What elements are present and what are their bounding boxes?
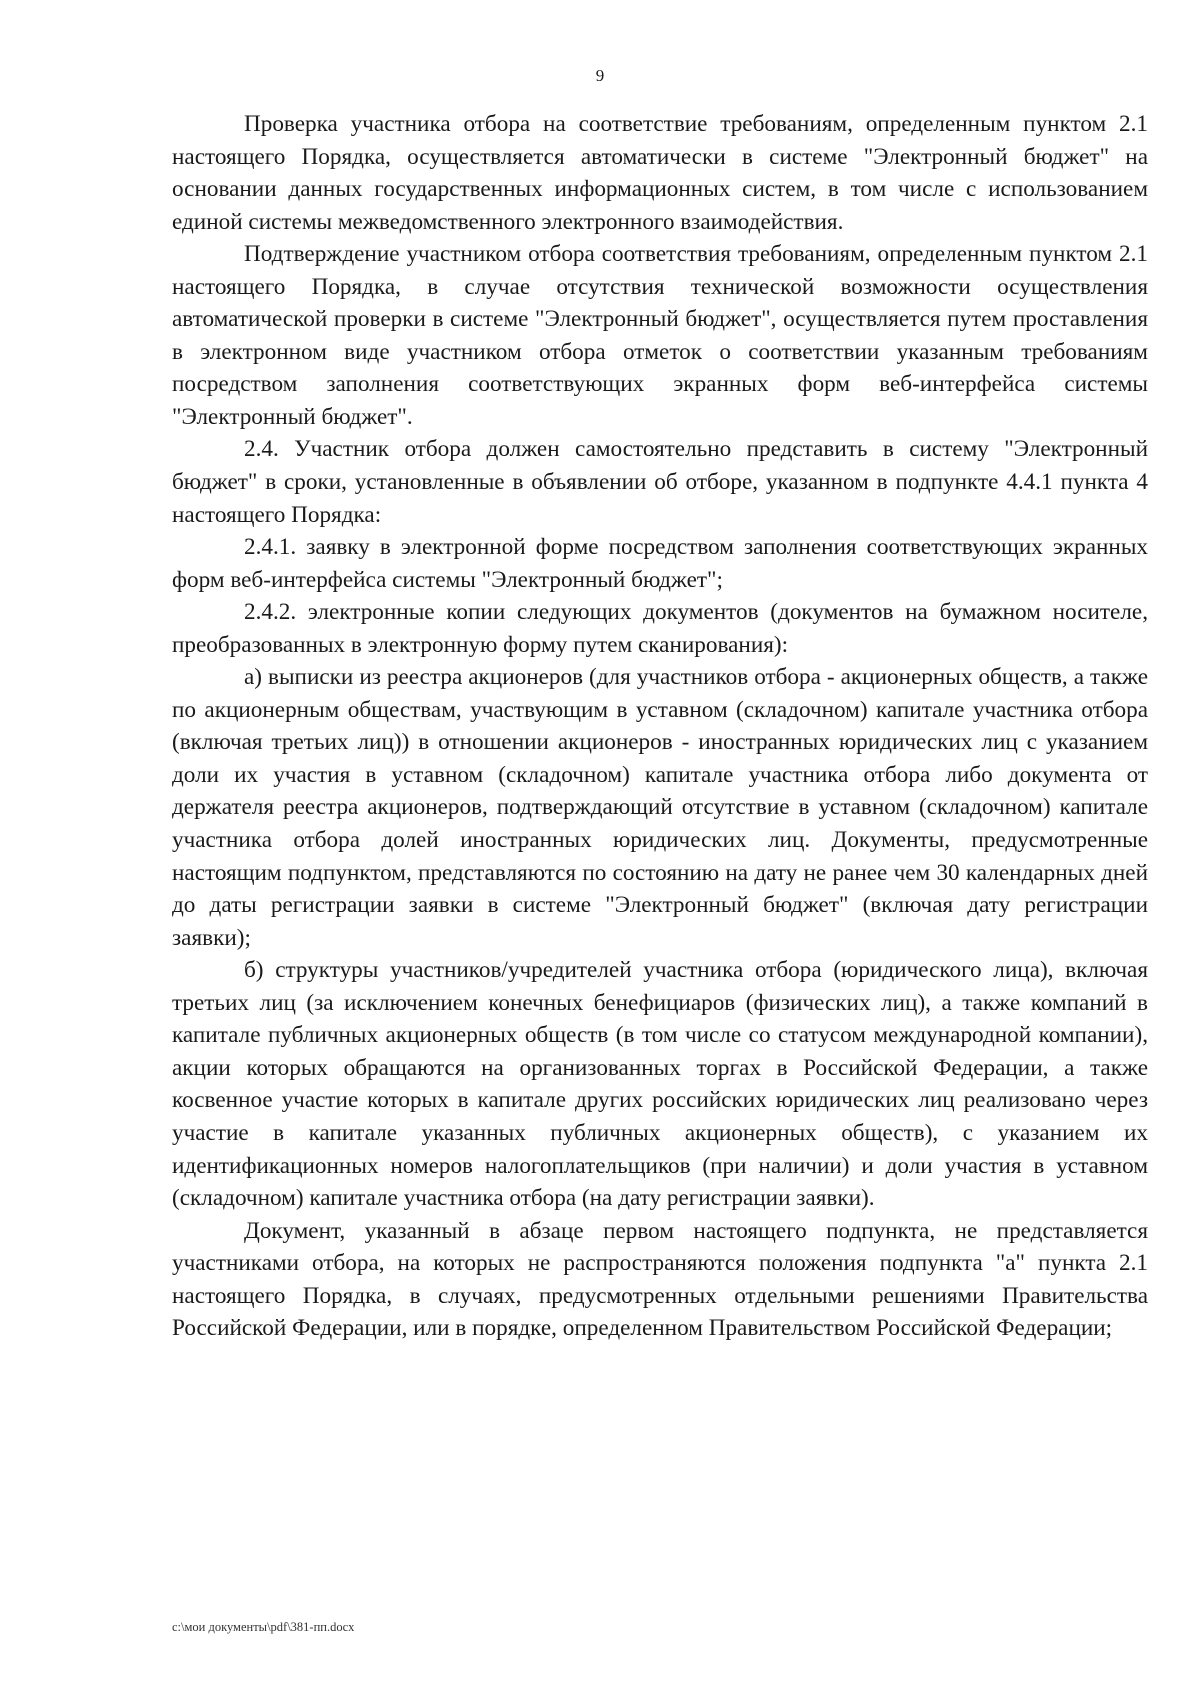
paragraph: Подтверждение участником отбора соответствия требованиям, определенным пунктом 2.1 настоящего Порядка, в случае отсутствия технической возможности осуществления автоматической проверки в системе "Электронный бюджет", осуществляется путем проставления в электронном виде участником отбора отметок о соответствии указанным требованиям посредством заполнения соответствующих экранных форм веб-интерфейса системы "Электронный бюджет". xyxy=(172,241,1148,430)
paragraph: 2.4.2. электронные копии следующих документов (документов на бумажном носителе, преобразованных в электронную форму путем сканирования): xyxy=(172,599,1148,658)
paragraph: 2.4. Участник отбора должен самостоятельно представить в систему "Электронный бюджет" в сроки, установленные в объявлении об отборе, указанном в подпункте 4.4.1 пункта 4 настоящего Порядка: xyxy=(172,436,1148,528)
paragraph: Проверка участника отбора на соответствие требованиям, определенным пунктом 2.1 настоящего Порядка, осуществляется автоматически в системе "Электронный бюджет" на основании данных государственных информационных систем, в том числе с использованием единой системы межведомственного электронного взаимодействия. xyxy=(172,111,1148,235)
document-body xyxy=(172,108,1148,1345)
paragraph: 2.4.1. заявку в электронной форме посредством заполнения соответствующих экранных форм веб-интерфейса системы "Электронный бюджет"; xyxy=(172,534,1148,593)
paragraph: а) выписки из реестра акционеров (для участников отбора - акционерных обществ, а также по акционерным обществам, участвующим в уставном (складочном) капитале участника отбора (включая третьих лиц)) в отношении акционеров - иностранных юридических лиц с указанием доли их участия в уставном (складочном) капитале участника отбора либо документа от держателя реестра акционеров, подтверждающий отсутствие в уставном (складочном) капитале участника отбора долей иностранных юридических лиц. Документы, предусмотренные настоящим подпунктом, представляются по состоянию на дату не ранее чем 30 календарных дней до даты регистрации заявки в системе "Электронный бюджет" (включая дату регистрации заявки); xyxy=(172,664,1148,951)
paragraph: Документ, указанный в абзаце первом настоящего подпункта, не представляется участниками отбора, на которых не распространяются положения подпункта "а" пункта 2.1 настоящего Порядка, в случаях, предусмотренных отдельными решениями Правительства Российской Федерации, или в порядке, определенном Правительством Российской Федерации; xyxy=(172,1217,1148,1342)
paragraph: б) структуры участников/учредителей участника отбора (юридического лица), включая третьих лиц (за исключением конечных бенефициаров (физических лиц), а также компаний в капитале публичных акционерных обществ (в том числе со статусом международной компании), акции которых обращаются на организованных торгах в Российской Федерации, а также косвенное участие которых в капитале других российских юридических лиц реализовано через участие в капитале указанных публичных акционерных обществ), с указанием их идентификационных номеров налогоплательщиков (при наличии) и доли участия в уставном (складочном) капитале участника отбора (на дату регистрации заявки). xyxy=(172,957,1148,1212)
page-number: 9 xyxy=(595,66,605,85)
footer-file-path: c:\мои документы\pdf\381-пп.docx xyxy=(172,1620,355,1634)
